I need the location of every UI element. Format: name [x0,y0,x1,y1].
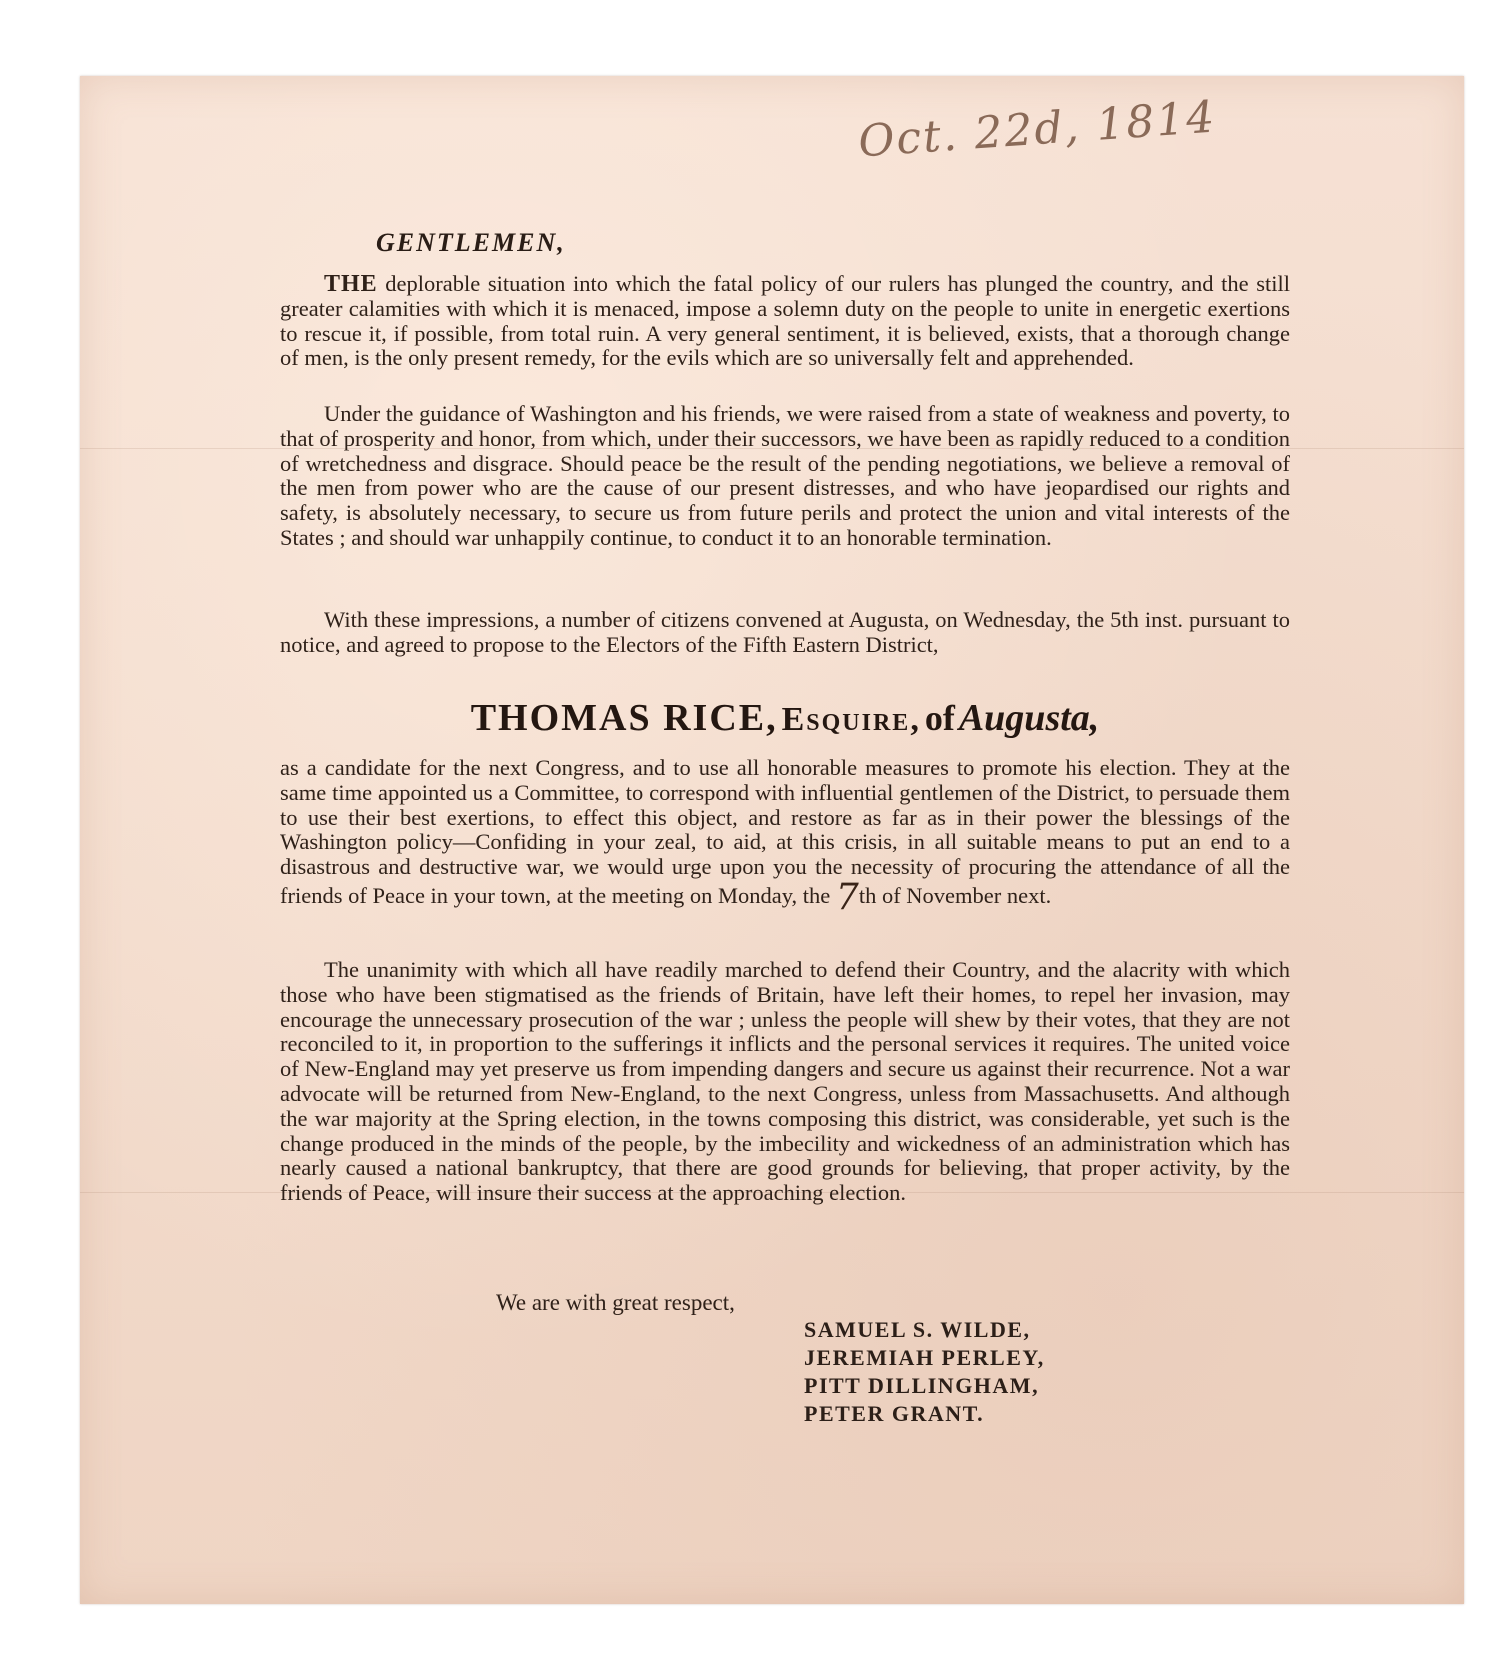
signature-block [804,1316,1045,1428]
paragraph-1-text: deplorable situation into which the fatal policy of our rulers has plunged the country, and the still greater calamities with which it is menaced, impose a solemn duty on the people to unite in energetic exertions to rescue it, if possible, from total ruin. A very general sentiment, it is believed, exists, that a thorough change of men, is the only present remedy, for the evils which are so universally felt and apprehended. [280,271,1290,371]
signer-name: JEREMIAH PERLEY, [804,1345,1045,1370]
paragraph-2: Under the guidance of Washington and his friends, we were raised from a state of weakness and poverty, to that of prosperity and honor, from which, under their successors, we have been as rapidly reduced to a condition of wretchedness and disgrace. Should peace be the result of the pending negotiations, we believe a removal of the men from power who are the cause of our present distresses, and who have jeopardised our rights and safety, is absolutely necessary, to secure us from future perils and protect the union and vital interests of the States ; and should war unhappily continue, to conduct it to an honorable termination. [280,401,1290,550]
signer-name: PITT DILLINGHAM, [804,1373,1040,1398]
candidate-place: Augusta, [958,697,1100,739]
signer-name: SAMUEL S. WILDE, [804,1317,1031,1342]
paragraph-4-text: as a candidate for the next Congress, and to use all honorable measures to promote his election. They at the same time appointed us a Committee, to correspond with influential gentlemen of the District, to persuade them to use their best exertions, to effect this object, and restore as far as in their power the blessings of the Washington policy—Confiding in your zeal, to aid, at this crisis, in all suitable means to put an end to a disastrous and destructive war, we would urge upon you the necessity of procuring the attendance of all the friends of Peace in your town, at the meeting on Monday, the [280,755,1290,908]
closing-line: We are with great respect, [496,1290,735,1315]
handwritten-day: 7 [835,876,859,918]
candidate-title: Esquire, [781,701,921,738]
paragraph-3: With these impressions, a number of citizens convened at Augusta, on Wednesday, the 5th inst. pursuant to notice, and agreed to propose to the Electors of the Fifth Eastern District, [280,607,1290,657]
candidate-heading [280,696,1290,740]
paragraph-1-lead: THE [324,271,378,297]
candidate-of: of [924,698,955,738]
signer-name: PETER GRANT. [804,1401,985,1426]
broadside-sheet [80,76,1464,1604]
paragraph-1 [280,272,1290,371]
salutation: GENTLEMEN, [376,228,566,257]
candidate-name: THOMAS RICE, [470,697,778,739]
paragraph-4-text-end: th of November next. [858,882,1052,908]
handwritten-date: Oct. 22d, 1814 [856,91,1218,168]
paragraph-4 [280,755,1290,918]
paragraph-5: The unanimity with which all have readily marched to defend their Country, and the alacrity with which those who have been stigmatised as the friends of Britain, have left their homes, to repel her invasion, may encourage the unnecessary prosecution of the war ; unless the people will shew by their votes, that they are not reconciled to it, in proportion to the sufferings it inflicts and the personal services it requires. The united voice of New-England may yet preserve us from impending dangers and secure us against their recurrence. Not a war advocate will be returned from New-England, to the next Congress, unless from Massachusetts. And although the war majority at the Spring election, in the towns composing this district, was considerable, yet such is the change produced in the minds of the people, by the imbecility and wickedness of an administration which has nearly caused a national bankruptcy, that there are good grounds for believing, that proper activity, by the friends of Peace, will insure their success at the approaching election. [280,957,1290,1206]
